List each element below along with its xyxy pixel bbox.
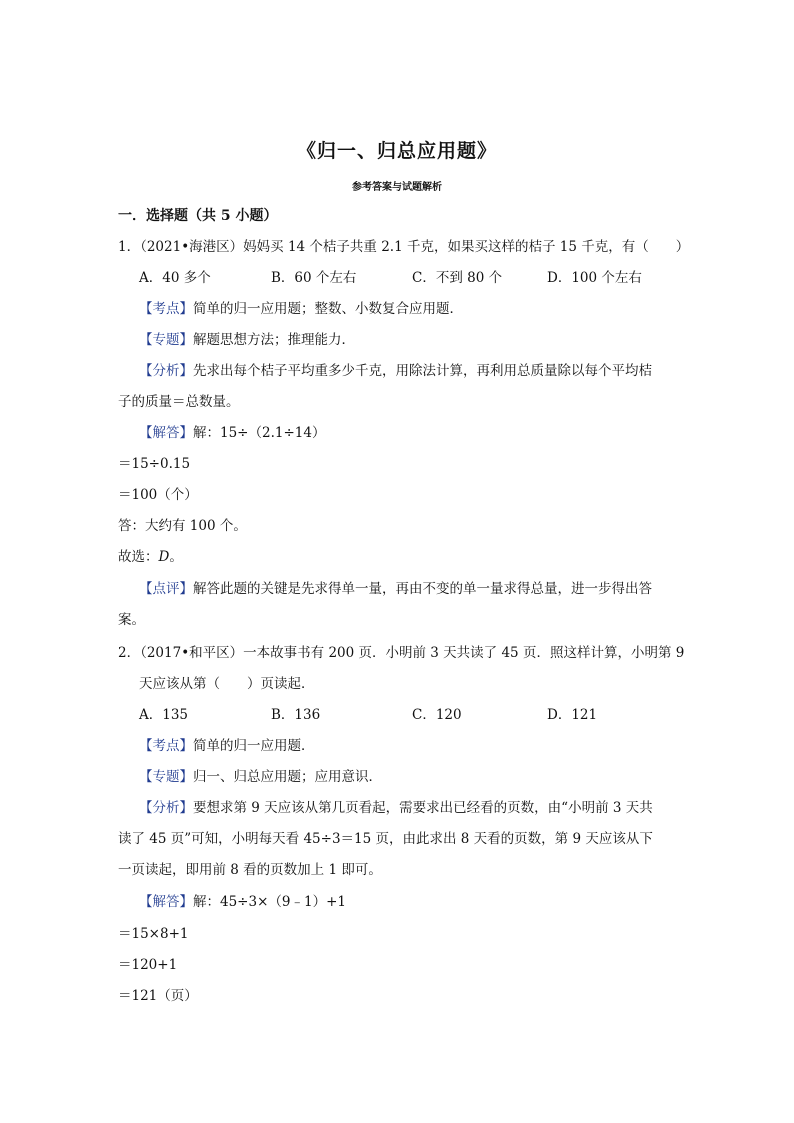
q2-fenxi (139, 799, 653, 817)
fenxi-text: 要想求第 9 天应该从第几页看起，需要求出已经看的页数，由“小明前 3 天共 (193, 800, 653, 816)
q1-option-b: B．60 个左右 (271, 270, 357, 286)
q1-jieda-step-3: ＝100（个） (118, 487, 198, 503)
q1-option-c: C．不到 80 个 (412, 270, 503, 286)
q1-jieda-answer: 答：大约有 100 个。 (118, 518, 247, 534)
kaodian-tag: 【考点】 (139, 301, 193, 317)
jieda-text: 解：15÷（2.1÷14） (193, 425, 326, 441)
question-2-stem: 2．（2017•和平区）一本故事书有 200 页．小明前 3 天共读了 45 页．照这样计算，小明第 9 (118, 645, 685, 661)
q2-fenxi-cont-2: 一页读起，即用前 8 看的页数加上 1 即可。 (118, 862, 382, 878)
fenxi-tag: 【分析】 (139, 363, 193, 379)
q1-kaodian (139, 300, 463, 318)
q2-fenxi-cont-1: 读了 45 页”可知，小明每天看 45÷3＝15 页，由此求出 8 天看的页数，第 9 天应该从下 (118, 831, 653, 847)
q2-kaodian (139, 737, 315, 755)
choice-answer: D (158, 549, 170, 565)
q2-jieda (139, 893, 346, 911)
q2-option-a: A．135 (139, 707, 189, 723)
q1-jieda (139, 424, 325, 442)
q1-dianping (139, 580, 652, 598)
kaodian-text: 简单的归一应用题． (193, 738, 315, 754)
zhuanti-text: 归一、归总应用题；应用意识． (193, 769, 382, 785)
page-title: 《归一、归总应用题》 (296, 140, 497, 162)
dianping-text: 解答此题的关键是先求得单一量，再由不变的单一量求得总量，进一步得出答 (193, 581, 652, 597)
q1-option-a: A．40 多个 (139, 270, 211, 286)
q2-jieda-step-4: ＝121（页） (118, 988, 198, 1004)
zhuanti-tag: 【专题】 (139, 332, 193, 348)
q1-jieda-choice (118, 548, 183, 566)
q2-jieda-step-2: ＝15×8+1 (118, 926, 189, 942)
jieda-tag: 【解答】 (139, 894, 193, 910)
question-2-stem-cont: 天应该从第（ ）页读起． (139, 676, 315, 692)
choice-prefix: 故选： (118, 549, 159, 565)
q1-option-d: D．100 个左右 (547, 270, 642, 286)
kaodian-tag: 【考点】 (139, 738, 193, 754)
jieda-tag: 【解答】 (139, 425, 193, 441)
q1-zhuanti (139, 331, 355, 349)
jieda-text: 解：45÷3×（9﹣1）+1 (193, 894, 346, 910)
fenxi-tag: 【分析】 (139, 800, 193, 816)
zhuanti-tag: 【专题】 (139, 769, 193, 785)
question-1-stem: 1．（2021•海港区）妈妈买 14 个桔子共重 2.1 千克，如果买这样的桔子 15 千克，有（ ） (118, 239, 690, 255)
dianping-tag: 【点评】 (139, 581, 193, 597)
q1-jieda-step-2: ＝15÷0.15 (118, 456, 191, 472)
q1-dianping-cont: 案。 (118, 612, 145, 628)
q2-zhuanti (139, 768, 382, 786)
page-subtitle: 参考答案与试题解析 (352, 182, 442, 193)
kaodian-text: 简单的归一应用题；整数、小数复合应用题． (193, 301, 463, 317)
q1-fenxi-cont: 子的质量＝总数量。 (118, 394, 240, 410)
zhuanti-text: 解题思想方法；推理能力． (193, 332, 355, 348)
q2-jieda-step-3: ＝120+1 (118, 957, 178, 973)
q2-option-c: C．120 (412, 707, 462, 723)
q2-option-d: D．121 (547, 707, 598, 723)
choice-suffix: 。 (169, 549, 183, 565)
q1-fenxi (139, 362, 652, 380)
section-heading: 一．选择题（共 5 小题） (118, 208, 278, 224)
fenxi-text: 先求出每个桔子平均重多少千克，用除法计算，再利用总质量除以每个平均桔 (193, 363, 652, 379)
q2-option-b: B．136 (271, 707, 321, 723)
